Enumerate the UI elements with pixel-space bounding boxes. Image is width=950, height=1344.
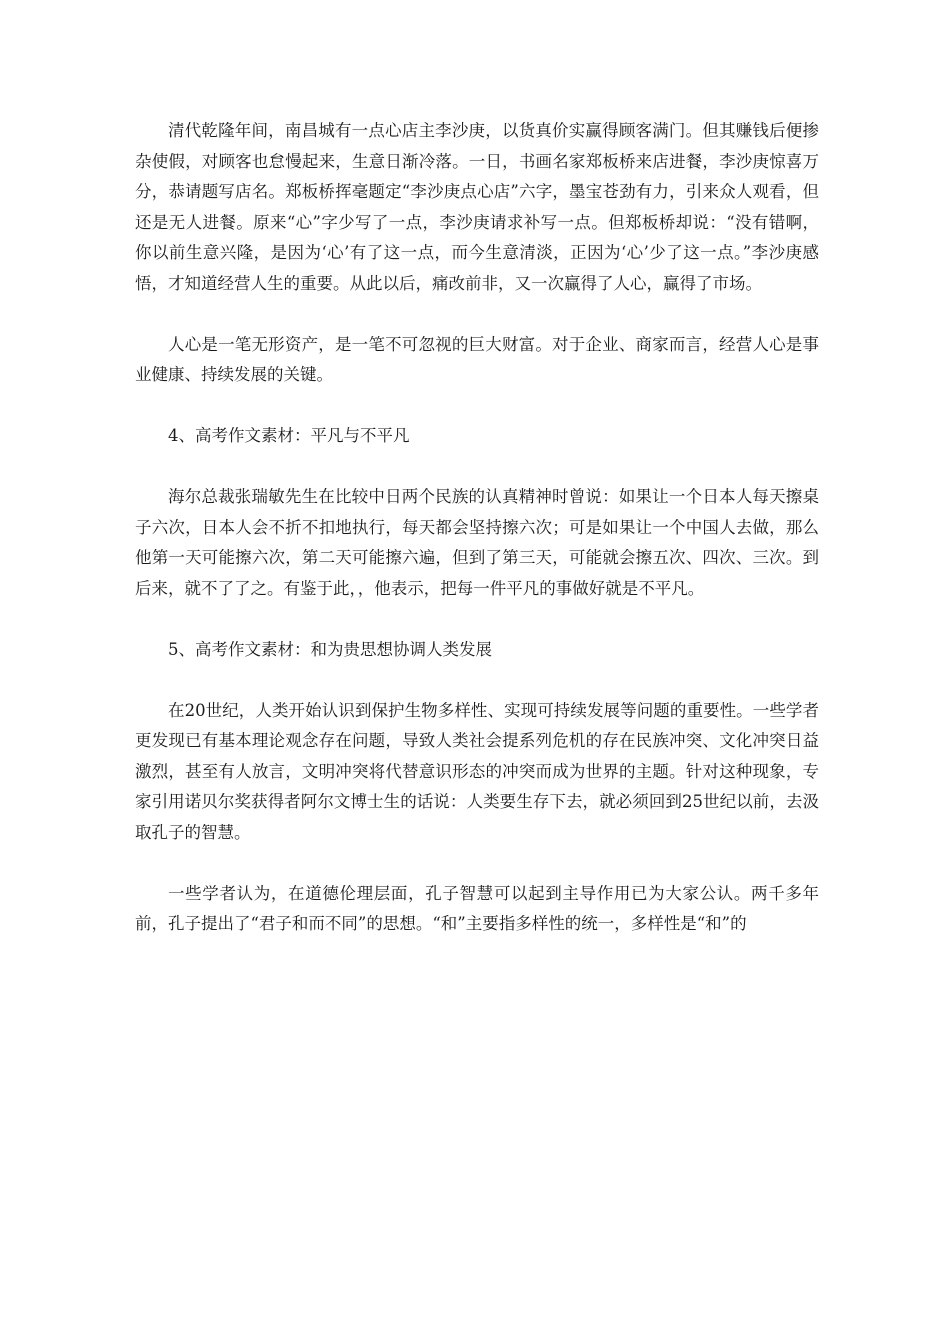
- document-body: [135, 116, 819, 970]
- heading-ordinary-extraordinary: 4、高考作文素材：平凡与不平凡: [168, 426, 410, 445]
- heading-harmony-thought: 5、高考作文素材：和为贵思想协调人类发展: [168, 639, 492, 659]
- paragraph-20th-century: 在20世纪，人类开始认识到保护生物多样性、实现可持续发展等问题的重要性。一些学者更发现已有基本理论观念存在问题，导致人类社会提系列危机的存在民族冲突、文化冲突日益激烈，甚至有人放言，文明冲突将代替意识形态的冲突而成为世界的主题。针对这种现象，专家引用诺贝尔奖获得者阿尔文博士生的话说：人类要生存下去，就必须回到25世纪以前，去汲取孔子的智慧。: [135, 700, 819, 842]
- paragraph-li-shageng-story: 清代乾隆年间，南昌城有一点心店主李沙庚，以货真价实赢得顾客满门。但其赚钱后便掺杂使假，对顾客也怠慢起来，生意日渐冷落。一日，书画名家郑板桥来店进餐，李沙庚惊喜万分，恭请题写店名。郑板桥挥毫题定“李沙庚点心店”六字，墨宝苍劲有力，引来众人观看，但还是无人进餐。原来“心”字少写了一点，李沙庚请求补写一点。但郑板桥却说：“没有错啊，你以前生意兴隆，是因为‘心’有了这一点，而今生意清淡，正因为‘心’少了这一点。”李沙庚感悟，才知道经营人生的重要。从此以后，痛改前非，又一次赢得了人心，赢得了市场。: [135, 121, 819, 293]
- paragraph-zhang-ruimin: 海尔总裁张瑞敏先生在比较中日两个民族的认真精神时曾说：如果让一个日本人每天擦桌子六次，日本人会不折不扣地执行，每天都会坚持擦六次；可是如果让一个中国人去做，那么他第一天可能擦六次，第二天可能擦六遍，但到了第三天，可能就会擦五次、四次、三次。到后来，就不了了之。有鉴于此，，他表示，把每一件平凡的事做好就是不平凡。: [135, 487, 819, 598]
- paragraph-confucius-harmony: 一些学者认为，在道德伦理层面，孔子智慧可以起到主导作用已为大家公认。两千多年前，孔子提出了“君子和而不同”的思想。“和”主要指多样性的统一，多样性是“和”的: [135, 883, 819, 933]
- paragraph-human-heart-asset: 人心是一笔无形资产，是一笔不可忽视的巨大财富。对于企业、商家而言，经营人心是事业健康、持续发展的关键。: [135, 334, 819, 384]
